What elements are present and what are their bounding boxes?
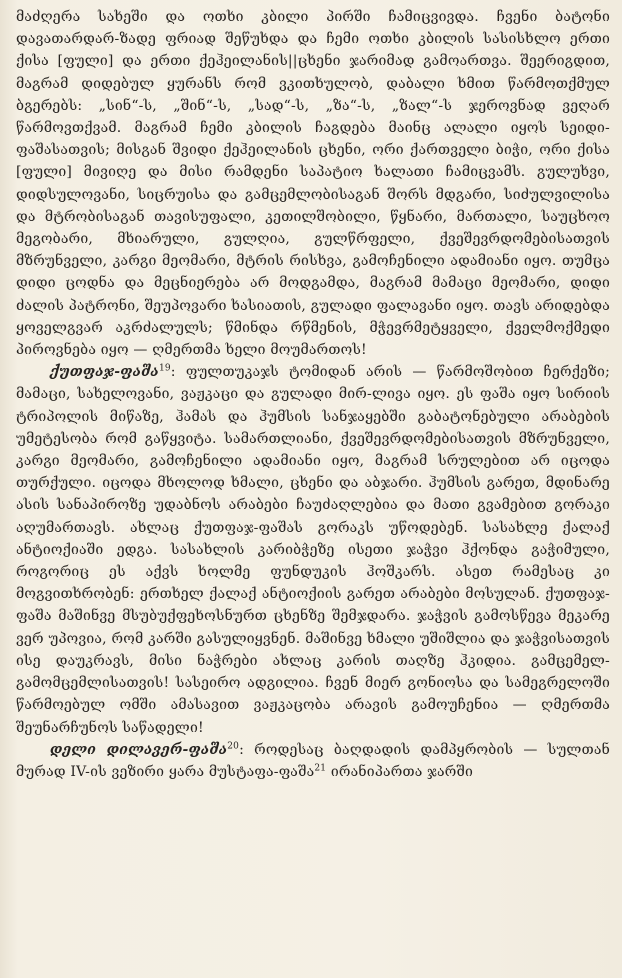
- footnote-marker[interactable]: 20: [227, 741, 240, 752]
- paragraph-text-tail: ირანიპართა ჯარში: [326, 763, 473, 780]
- paragraph-text: : როდესაც ბაღდადის დამპყრობის — სულთან მურად IV-ის ვეზირი ყარა მუსტაფა-ფაშა: [16, 741, 610, 780]
- footnote-marker[interactable]: 21: [314, 763, 327, 774]
- footnote-marker[interactable]: 19: [158, 363, 171, 374]
- paragraph-deli-dilaver-pasha: [16, 739, 610, 783]
- paragraph-sayyid-pasha-continuation: [16, 6, 610, 361]
- entry-heading: დელი დილავერ-ფაშა: [50, 741, 228, 758]
- paragraph-text: მაძღერა სახეში და ოთხი კბილი პირში ჩამიცვივდა. ჩვენი ბატონი დავათარდარ-ზადე ფრიად შეწუხდა და ჩემი ოთხი კბილის სასისხლო ერთი ქისა [ფული] და ერთი ქეჰეილანის||ცხენი ჯარიმად გამოართვა. შეერიგდით, მაგრამ დიდებულ ყურანს რომ ვკითხულობ, დაბალი ხმით წარმოთქმულ ბგერებს: „სინ“-ს, „შინ“-ს, „სად“-ს, „ზა“-ს, „ზალ“-ს ჯეროვნად ვეღარ წარმოვთქვამ. მაგრამ ჩემი კბილის ჩაგდება მაინც ალალი იყოს სეიდი-ფაშასათვის; მისგან შვიდი ქეჰეილანის ცხენი, ორი ქართველი ბიჭი, ორი ქისა [ფული] მივიღე და მისი რამდენი საპატიო ხალათი ჩამიცვამს. გულუხვი, დიდსულოვანი, სიცრუისა და გამცემლობისაგან შორს მდგარი, სიძულვილისა და მტრობისაგან თავისუფალი, კეთილშობილი, წყნარი, მართალი, საუცხოო მეგობარი, მხიარული, გულღია, გულწრფელი, ქვეშევრდომებისათვის მზრუნველი, კარგი მეომარი, მტრის რისხვა, გამოჩენილი ადამიანი იყო. თუმცა დიდი ცოდნა და მეცნიერება არ მოდგამდა, მაგრამ მამაცი მეომარი, დიდი ძალის პატრონი, შეუპოვარი ხასიათის, გულადი ფალავანი იყო. თავს არიდებდა ყოველგვარ აკრძალულს; წმინდა რწმენის, მჭევრმეტყველი, ქველმოქმედი პიროვნება იყო — ღმერთმა ხელი მოუმართოს!: [16, 9, 610, 359]
- entry-heading: ქუთფაჯ-ფაშა: [50, 364, 159, 381]
- paragraph-kutfaj-pasha: [16, 361, 610, 738]
- paragraph-text: : ფულთუკაჯს ტომიდან არის — წარმოშობით ჩერქეზი; მამაცი, სახელოვანი, ვაჟკაცი და გულადი მირ-ლივა იყო. ეს ფაშა იყო სირიის ტრიპოლის მიწაზე, ჰამას და ჰუმსის სანჯაყებში გაბატონებული არაბების უმეტესობა რომ გაწყვიტა. სამართლიანი, ქვეშევრდომებისათვის მზრუნველი, კარგი მეომარი, გამოჩენილი ადამიანი იყო, მაგრამ სრულებით არ იცოდა თურქული. იცოდა მხოლოდ ხმალი, ცხენი და აბჯარი. ჰუმსის გარეთ, მდინარე ასის სანაპიროზე უდაბნოს არაბები ჩაუძაღლებია და მათი გვამებით გორაკი აღუმართავს. ახლაც ქუთფაჯ-ფაშას გორაკს უწოდებენ. სასახლე ქალაქ ანტიოქიაში ედგა. სასახლის კარიბჭეზე ისეთი ჯაჭვი ჰქონდა გაჭიმული, როგორიც ეს აქვს ხოლმე ფუნდუკის ჰოშკარს. ასეთ რამესაც კი მოგვითხრობენ: ერთხელ ქალაქ ანტიოქიის გარეთ არაბები მოსულან. ქუთფაჯ-ფაშა მაშინვე მსუბუქფეხოსნურთ ცხენზე შემჯდარა. ჯაჭვის გამოსწევა მეკარე ვერ უპოვია, რომ კარში გასულიყვნენ. მაშინვე ხმალი უშიშლია და ჯაჭვისათვის ისე დაუკრავს, მისი ნაჭრები ახლაც კარის თაღზე ჰკიდია. გამცემელ-გამომცემლისათვის! სასეირო ადგილია. ჩვენ მიერ გონიოსა და სამეგრელოში წარმოებულ ომში ამასავით ვაჟკაცობა არავის გამოუჩენია — ღმერთმა შეუნარჩუნოს საწადელი!: [16, 364, 610, 736]
